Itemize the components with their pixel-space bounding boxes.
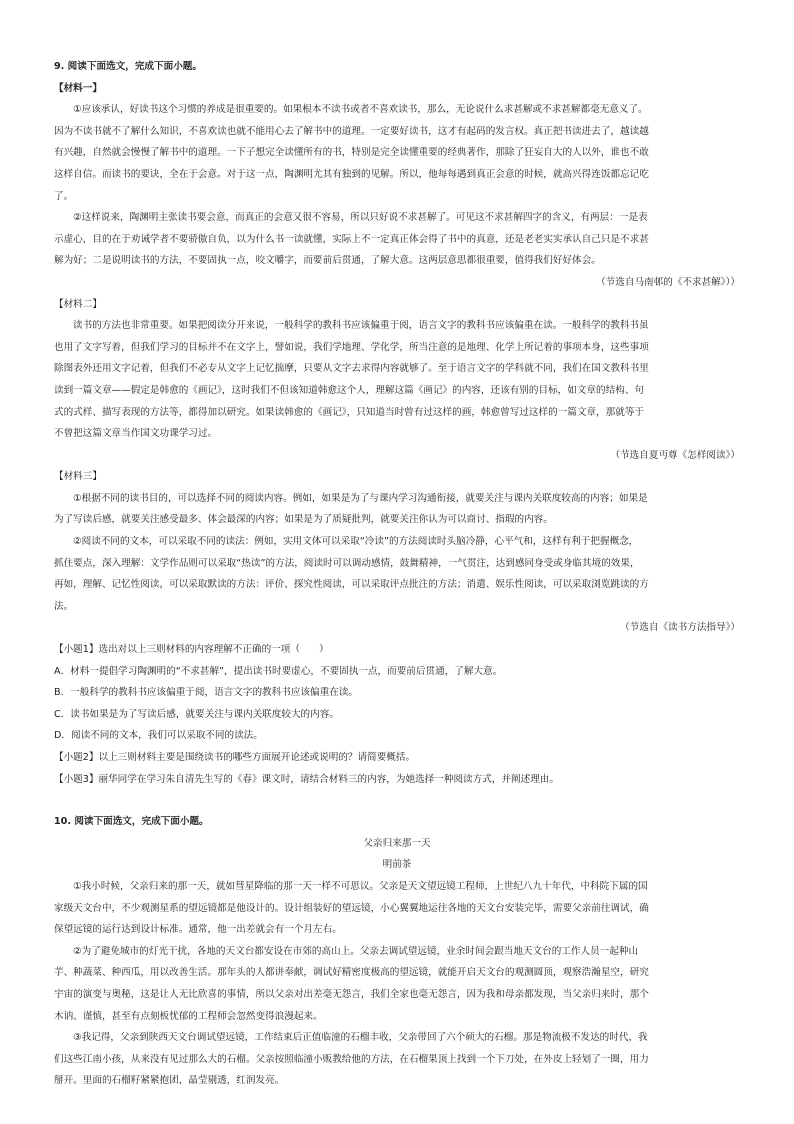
- answer-option-d: D．阅读不同的文本，我们可以采取不同的读法。: [54, 730, 263, 742]
- material-2-line: 读到一篇文章——假定是韩愈的《画记》，这时我们不但该知道韩愈这个人，理解这篇《画记》的内容，还该有别的目标，如文章的结构、句: [54, 384, 645, 396]
- article-author: 明前茶: [382, 859, 412, 871]
- article-line: ①我小时候，父亲归来的那一天，就如彗星降临的那一天一样不可思议。父亲是天文望远镜工程师，上世纪八九十年代，中科院下属的国: [73, 880, 648, 892]
- material-1-source: （节选自马南邨的《不求甚解》））: [596, 276, 740, 288]
- article-line: 们这些江南小孩，从来没有见过那么大的石榴。父亲按照临潼小贩教给他的方法，在石榴果顶上找到一个下刀处，在外皮上轻划了一圈，用力: [54, 1053, 649, 1065]
- article-line: ③我记得，父亲到陕西天文台调试望远镜，工作结束后正值临潼的石榴丰收，父亲带回了六个硕大的石榴。那是物流极不发达的时代，我: [73, 1032, 648, 1044]
- section-gap: [54, 790, 740, 811]
- material-1-line: 有兴趣，自然就会慢慢了解书中的道理。一下子想完全读懂所有的书，特别是完全读懂重要的经典著作，那除了狂妄自大的人以外，谁也不敢: [54, 147, 649, 159]
- material-2-label: 【材料二】: [54, 298, 102, 310]
- material-2-line: 不曾把这篇文章当作国文功课学习过。: [54, 428, 218, 440]
- answer-option-b: B．一般科学的教科书应该偏重于阅，语言文字的教科书应该偏重在读。: [54, 687, 358, 699]
- material-3-line: 再如，理解、记忆性阅读，可以采取默读的方法：评价、探究性阅读，可以采取评点批注的方法；消遣、娱乐性阅读，可以采取浏览跳读的方: [54, 579, 649, 591]
- article-line: ②为了避免城市的灯光干扰，各地的天文台都安设在市郊的高山上。父亲去调试望远镜，业余时间会跟当地天文台的工作人员一起种山: [73, 945, 639, 957]
- material-3-line: 法。: [54, 600, 74, 612]
- material-1-line: 这样自信。而读书的要诀，全在于会意。对于这一点，陶渊明尤其有独到的见解。所以，他每每遇到真正会意的时候，就高兴得连饭都忘记吃: [54, 168, 649, 180]
- material-2-source: （节选自夏丏尊《怎样阅读》）: [610, 449, 740, 461]
- answer-option-c: C．读书如果是为了写读后感，就要关注与课内关联度较大的内容。: [54, 708, 339, 720]
- article-line: 宇宙的演变与奥秘，这是让人无比欣喜的事情，所以父亲对出差毫无怨言，我们全家也毫无怨言，因为我和母亲都发现，当父亲归来时，那个: [54, 988, 649, 1000]
- material-2-line: 也用了文字写着，但我们学习的目标并不在文字上，譬如说，我们学地理、学化学，所当注意的是地理、化学上所记着的事项本身，这些事项: [54, 341, 649, 353]
- material-2-line: 读书的方法也非常重要。如果把阅读分开来说，一般科学的教科书应该偏重于阅，语言文字的教科书应该偏重在读。一般科学的教科书虽: [73, 320, 649, 332]
- material-1-label: 【材料一】: [54, 82, 102, 94]
- article-line: 保望远镜的运行达到设计标准。通常，他一出差就会有一个月左右。: [54, 924, 342, 936]
- answer-option-a: A．材料一提倡学习陶渊明的“不求甚解”，提出读书时要虚心，不要固执一点，而要前后贯通，了解大意。: [54, 665, 503, 677]
- material-1-line: 解为好；二是说明读书的方法，不要固执一点，咬文嚼字，而要前后贯通，了解大意。这两层意思都很重要，值得我们好好体会。: [54, 255, 601, 267]
- question-9-heading: 9. 阅读下面选文，完成下面小题。: [54, 61, 202, 72]
- material-1-line: 了。: [54, 190, 74, 202]
- material-1-line: ①应该承认，好读书这个习惯的养成是很重要的。如果根本不读书或者不喜欢读书，那么，无论说什么求甚解或不求甚解都毫无意义了。: [73, 104, 648, 116]
- article-line: 家级天文台中，不少观测星系的望远镜都是他设计的。设计组装好的望远镜，小心翼翼地运往各地的天文台安装完毕，需要父亲前往调试，确: [54, 902, 649, 914]
- material-2-line: 除图表外还用文字记着，但我们不必专从文字上记忆揣摩，只要从文字去求得内容就够了。至于语言文字的学科就不同，我们在国文教科书里: [54, 363, 649, 375]
- article-line: 木讷、谨慎，甚至有点刻板忧郁的工程师会忽然变得浪漫起来。: [54, 1010, 323, 1022]
- material-2-line: 式的式样、描写表现的方法等，都得加以研究。如果读韩愈的《画记》，只知道当时曾有过这样的画，韩愈曾写过这样的一篇文章，那就等于: [54, 406, 645, 418]
- article-title: 父亲归来那一天: [363, 837, 431, 849]
- article-line: 掰开。里面的石榴籽紧紧抱团，晶莹剔透，红润发亮。: [54, 1075, 285, 1087]
- material-3-line: 为了写读后感，就要关注感受最多、体会最深的内容；如果是为了质疑批判，就要关注你认为可以商讨、指瑕的内容。: [54, 514, 553, 526]
- material-3-line: ①根据不同的读书目的，可以选择不同的阅读内容。例如，如果是为了与课内学习沟通衔接，就要关注与课内关联度较高的内容；如果是: [73, 492, 648, 504]
- sub-question-1: 【小题1】选出对以上三则材料的内容理解不正确的一项（ ）: [54, 644, 329, 656]
- material-3-line: 抓住要点，深入理解：文学作品则可以采取“热读”的方法，阅读时可以调动感情，鼓舞精神，一气贯注，达到感同身受或身临其境的效果，: [54, 557, 640, 569]
- article-line: 芋、种蔬菜、种西瓜，用以改善生活。那年头的人都讲奉献，调试好精密度极高的望远镜，就能开启天文台的观测圆顶，观察浩瀚星空，研究: [54, 967, 649, 979]
- question-10-heading: 10. 阅读下面选文，完成下面小题。: [54, 816, 209, 828]
- document-page: [54, 56, 740, 1092]
- sub-question-2: 【小题2】以上三则材料主要是围绕读书的哪些方面展开论述或说明的？请简要概括。: [54, 752, 416, 763]
- material-3-label: 【材料三】: [54, 471, 102, 483]
- material-1-line: ②这样说来，陶渊明主张读书要会意，而真正的会意又很不容易，所以只好说不求甚解了。可见这不求甚解四字的含义，有两层：一是表: [73, 212, 648, 224]
- material-3-source: （节选自《读书方法指导》）: [620, 622, 740, 634]
- sub-question-3: 【小题3】丽华同学在学习朱自清先生写的《春》课文时，请结合材料三的内容，为她选择一种阅读方式，并阐述理由。: [54, 773, 559, 785]
- material-1-line: 因为不读书就不了解什么知识，不喜欢读也就不能用心去了解书中的道理。一定要好读书，这才有起码的发言权。真正把书读进去了，越读越: [54, 125, 649, 137]
- material-1-line: 示虚心，目的在于劝诫学者不要骄傲自负，以为什么书一读就懂，实际上不一定真正体会得了书中的真意，还是老老实实承认自己只是不求甚: [54, 233, 649, 245]
- material-3-line: ②阅读不同的文本，可以采取不同的读法：例如，实用文体可以采取“冷读”的方法阅读时头脑冷静，心平气和，这样有利于把握概念，: [73, 536, 639, 548]
